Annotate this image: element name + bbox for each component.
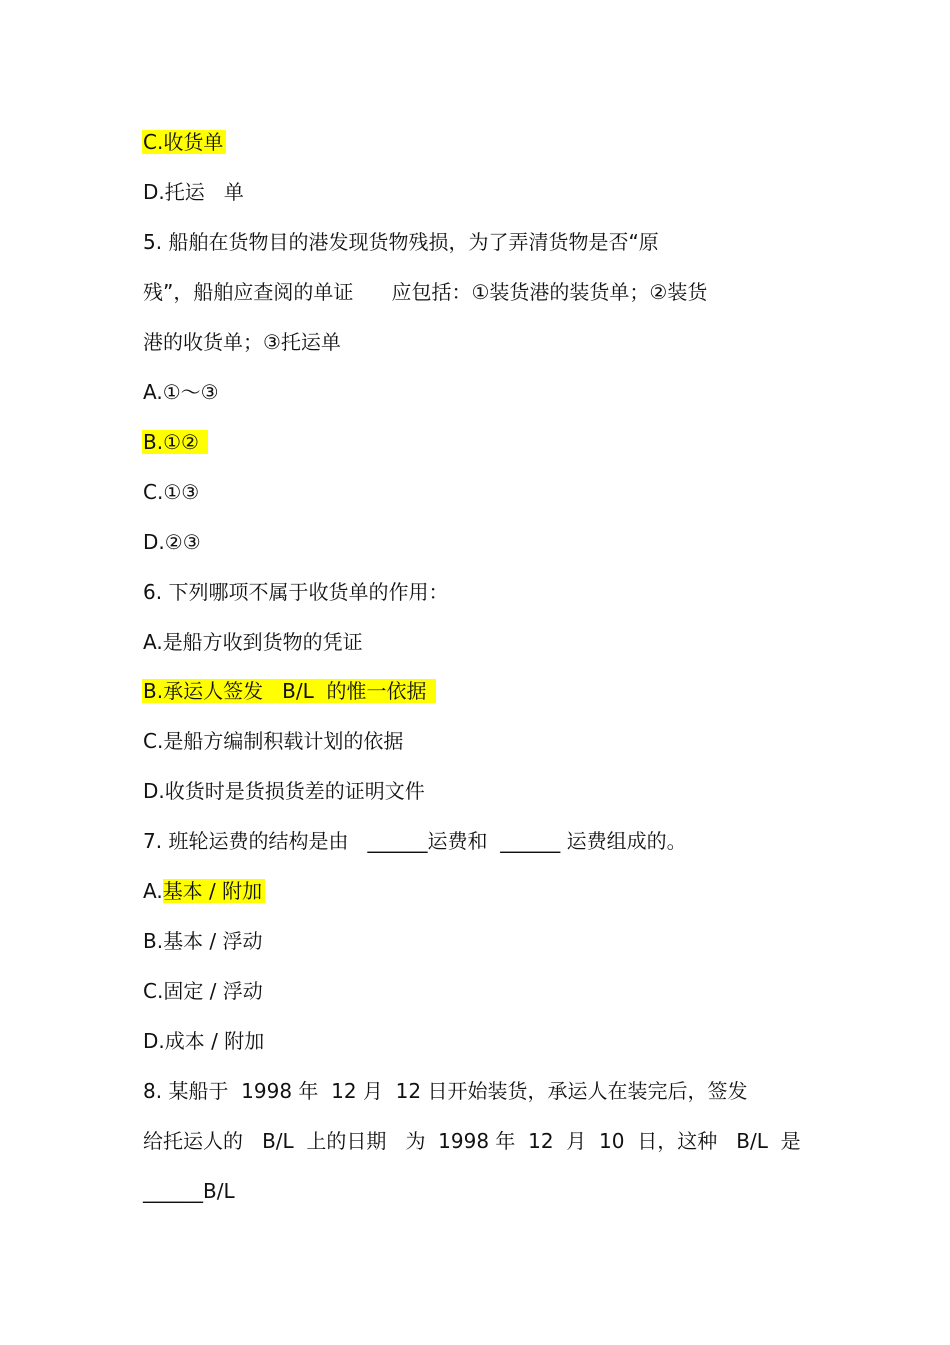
q6-option-c: C.是船方编制积载计划的依据: [143, 729, 404, 753]
option-prefix: A.: [143, 879, 163, 903]
q6-option-a: A.是船方收到货物的凭证: [143, 630, 363, 654]
highlighted-answer: C.收货单: [142, 130, 226, 154]
question-5-line-1: 5. 船舶在货物目的港发现货物残损，为了弄清货物是否“原: [143, 230, 659, 254]
question-8-line-3: ______B/L: [143, 1179, 235, 1203]
q7-option-a: [143, 871, 265, 911]
q7-option-d: D.成本 / 附加: [143, 1029, 265, 1053]
question-7: 7. 班轮运费的结构是由 ______运费和 ______ 运费组成的。: [143, 829, 687, 853]
question-8-line-2: 给托运人的 B/L 上的日期 为 1998 年 12 月 10 日，这种 B/L 是: [143, 1129, 801, 1153]
highlighted-answer: B.①②: [142, 430, 208, 454]
q5-option-b: [143, 422, 208, 462]
q5-option-a: A.①～③: [143, 380, 219, 404]
question-5-line-2: 残”，船舶应查阅的单证 应包括：①装货港的装货单；②装货: [143, 280, 708, 304]
question-5-line-3: 港的收货单；③托运单: [143, 330, 341, 354]
q7-option-c: C.固定 / 浮动: [143, 979, 263, 1003]
question-8-line-1: 8. 某船于 1998 年 12 月 12 日开始装货，承运人在装完后，签发: [143, 1079, 748, 1103]
option-d-consignment: D.托运 单: [143, 180, 244, 204]
q6-option-d: D.收货时是货损货差的证明文件: [143, 779, 425, 803]
highlighted-answer: 基本 / 附加: [163, 879, 265, 903]
highlighted-answer: B.承运人签发 B/L 的惟一依据: [142, 679, 436, 703]
question-6: 6. 下列哪项不属于收货单的作用：: [143, 580, 449, 604]
q7-option-b: B.基本 / 浮动: [143, 929, 263, 953]
q5-option-c: C.①③: [143, 480, 200, 504]
q5-option-d: D.②③: [143, 530, 201, 554]
q6-option-b: [143, 671, 436, 711]
option-c-receipt: [143, 122, 226, 162]
